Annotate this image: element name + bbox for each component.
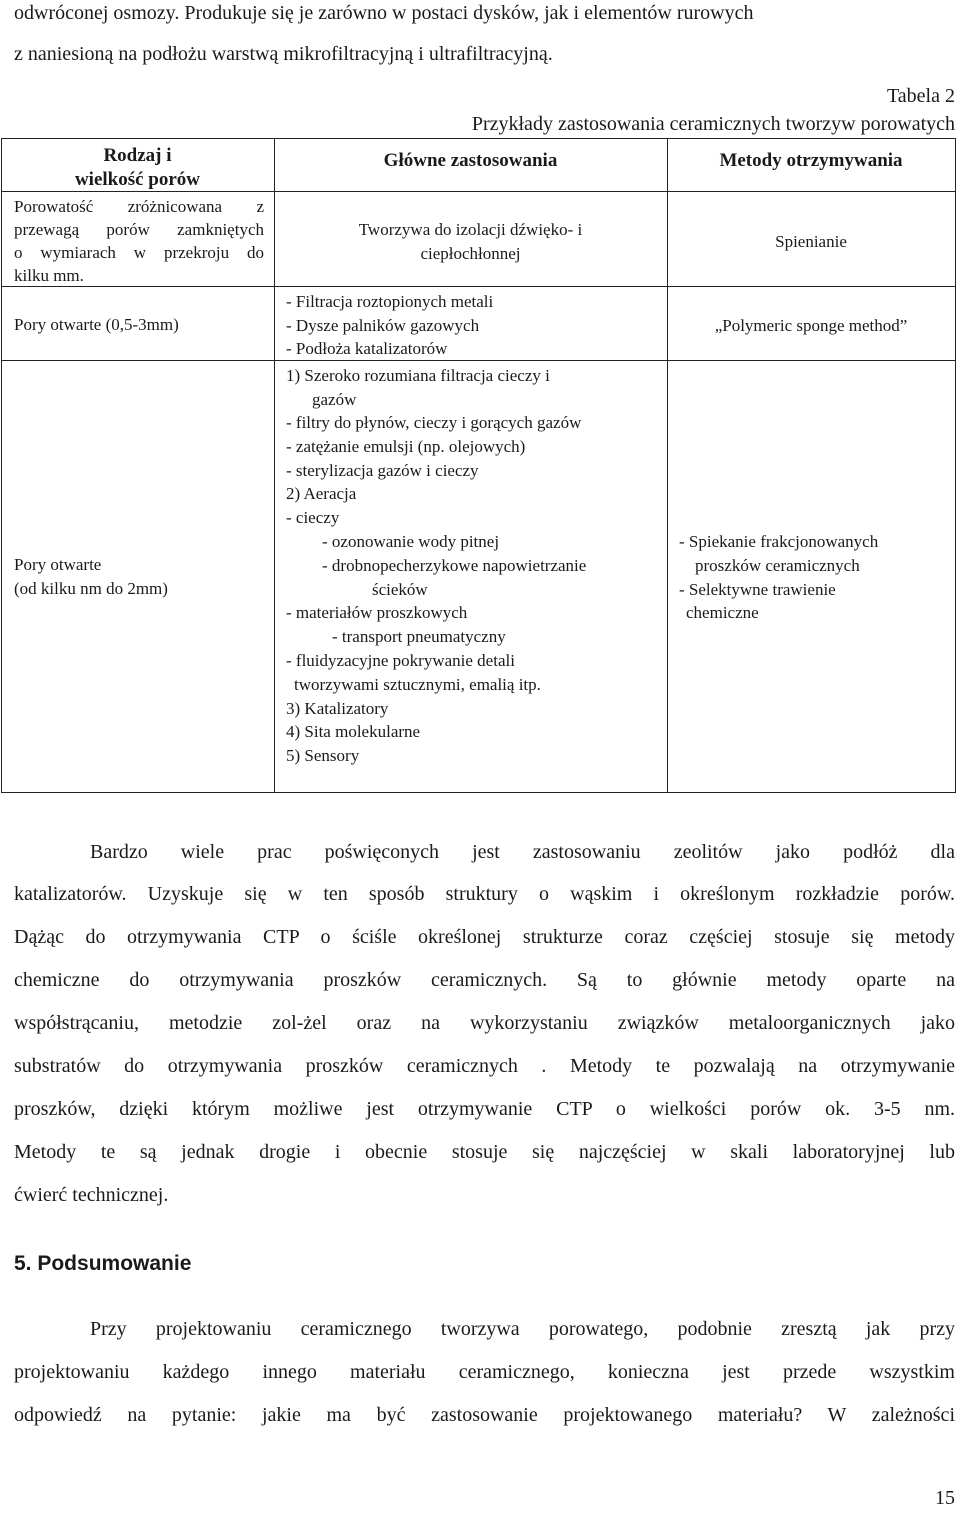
section-heading: 5. Podsumowanie xyxy=(14,1252,192,1275)
row3-pore-line: Pory otwarte xyxy=(14,555,102,574)
row3-application-line: tworzywami sztucznymi, emalią itp. xyxy=(294,675,541,694)
table-title: Przykłady zastosowania ceramicznych tworzyw porowatych xyxy=(471,113,955,135)
paragraph-line: katalizatorów. Uzyskuje się w ten sposób struktury o wąskim i określonym rozkładzie porów. xyxy=(14,883,955,905)
paragraph-line: Dążąc do otrzymywania CTP o ściśle określonej strukturze coraz częściej stosuje się metody xyxy=(14,926,955,948)
page-number: 15 xyxy=(935,1487,955,1509)
header-methods: Metody otrzymywania xyxy=(719,150,903,171)
row3-application-line: - ozonowanie wody pitnej xyxy=(322,532,500,551)
row1-pore-line: Porowatość zróżnicowana z xyxy=(14,197,264,216)
table-label: Tabela 2 xyxy=(886,85,955,107)
header-applications: Główne zastosowania xyxy=(383,150,558,171)
row3-application-line: - zatężanie emulsji (np. olejowych) xyxy=(286,437,526,456)
row1-pore-line: przewagą porów zamkniętych xyxy=(14,220,264,239)
row3-method-line: - Selektywne trawienie xyxy=(679,580,836,599)
row3-application-line: - materiałów proszkowych xyxy=(286,603,468,622)
row3-application-line: - sterylizacja gazów i cieczy xyxy=(286,461,479,480)
paragraph-line: współstrącaniu, metodzie zol-żel oraz na wykorzystaniu związków metaloorganicznych jako xyxy=(14,1012,955,1034)
row3-application-line: 3) Katalizatory xyxy=(286,699,389,718)
row3-application-line: 1) Szeroko rozumiana filtracja cieczy i xyxy=(286,366,550,385)
intro-line-1: odwróconej osmozy. Produkuje się je zarówno w postaci dysków, jak i elementów rurowych xyxy=(14,2,754,24)
row2-application-line: - Podłoża katalizatorów xyxy=(286,339,448,358)
row1-pore-line: kilku mm. xyxy=(14,266,84,285)
row3-application-line: gazów xyxy=(312,390,357,409)
row2-pore-type: Pory otwarte (0,5-3mm) xyxy=(14,315,179,334)
row3-application-line: 4) Sita molekularne xyxy=(286,722,421,741)
intro-line-2: z naniesioną na podłożu warstwą mikrofiltracyjną i ultrafiltracyjną. xyxy=(14,43,553,65)
row2-application-line: - Dysze palników gazowych xyxy=(286,316,480,335)
header-pore-type-line-1: Rodzaj i xyxy=(103,145,172,166)
row3-application-line: 5) Sensory xyxy=(286,746,360,765)
row2-application-line: - Filtracja roztopionych metali xyxy=(286,292,494,311)
header-pore-type-line-2: wielkość porów xyxy=(74,169,201,190)
row1-pore-line: o wymiarach w przekroju do xyxy=(14,243,264,262)
row3-application-line: - cieczy xyxy=(286,508,340,527)
row3-application-line: - transport pneumatyczny xyxy=(332,627,506,646)
row3-application-line: ścieków xyxy=(372,580,428,599)
row1-method: Spienianie xyxy=(775,232,847,251)
paragraph-line: ćwierć technicznej. xyxy=(14,1184,169,1206)
row3-method-line: - Spiekanie frakcjonowanych xyxy=(679,532,879,551)
row3-application-line: - drobnopecherzykowe napowietrzanie xyxy=(322,556,587,575)
row3-pore-line: (od kilku nm do 2mm) xyxy=(14,579,168,598)
row1-application-line: Tworzywa do izolacji dźwięko- i xyxy=(358,220,583,239)
row3-method-line: chemiczne xyxy=(686,603,759,622)
row1-application-line: ciepłochłonnej xyxy=(420,244,521,263)
paragraph-line: Bardzo wiele prac poświęconych jest zastosowaniu zeolitów jako podłóż dla xyxy=(90,841,955,863)
paragraph-line: projektowaniu każdego innego materiału ceramicznego, konieczna jest przede wszystkim xyxy=(14,1361,955,1383)
row3-application-line: - filtry do płynów, cieczy i gorących gazów xyxy=(286,413,582,432)
row3-method-line: proszków ceramicznych xyxy=(695,556,860,575)
paragraph-line: chemiczne do otrzymywania proszków ceramicznych. Są to głównie metody oparte na xyxy=(14,969,955,991)
paragraph-line: proszków, dzięki którym możliwe jest otrzymywanie CTP o wielkości porów ok. 3-5 nm. xyxy=(14,1098,955,1120)
paragraph-line: Przy projektowaniu ceramicznego tworzywa porowatego, podobnie zresztą jak przy xyxy=(90,1318,955,1340)
row3-application-line: - fluidyzacyjne pokrywanie detali xyxy=(286,651,515,670)
paragraph-line: substratów do otrzymywania proszków ceramicznych . Metody te pozwalają na otrzymywanie xyxy=(14,1055,955,1077)
paragraph-line: odpowiedź na pytanie: jakie ma być zastosowanie projektowanego materiału? W zależności xyxy=(14,1404,955,1426)
paragraph-line: Metody te są jednak drogie i obecnie stosuje się najczęściej w skali laboratoryjnej lub xyxy=(14,1141,955,1163)
row2-method: „Polymeric sponge method” xyxy=(714,316,908,335)
row3-application-line: 2) Aeracja xyxy=(286,484,357,503)
